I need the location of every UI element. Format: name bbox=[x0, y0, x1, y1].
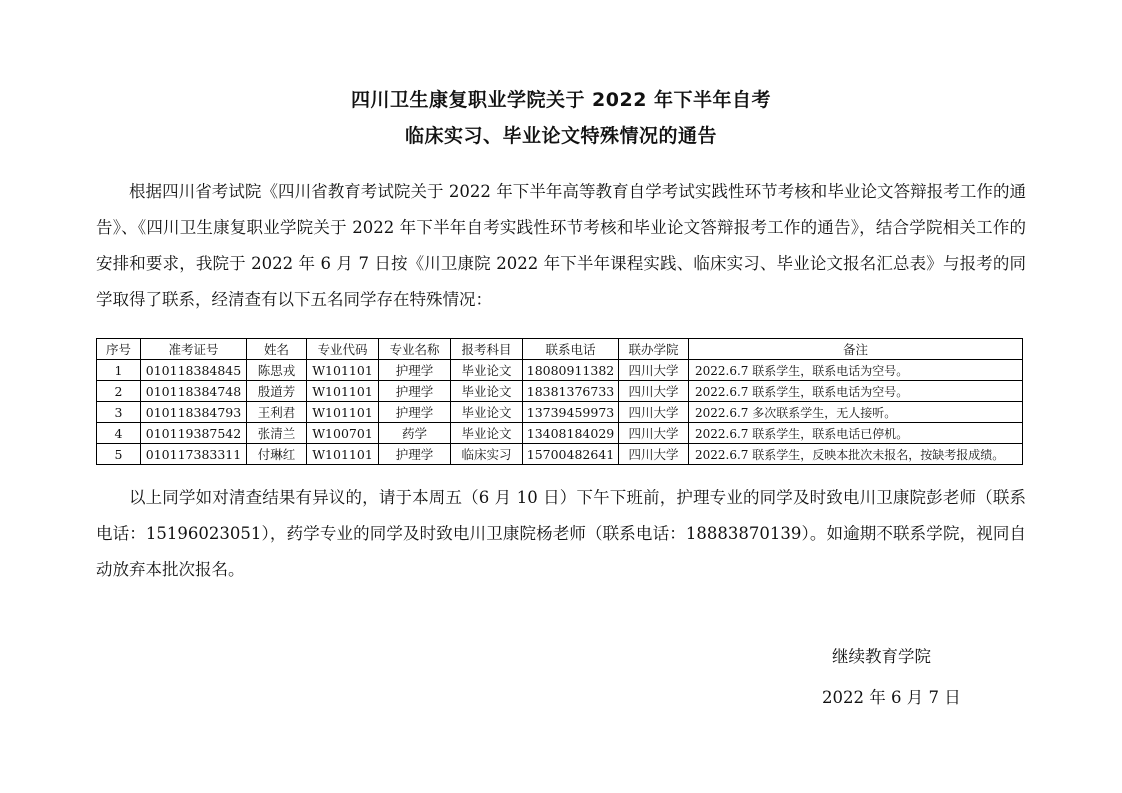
cell-phone: 15700482641 bbox=[523, 444, 619, 465]
cell-index: 2 bbox=[97, 381, 141, 402]
cell-subject: 毕业论文 bbox=[451, 423, 523, 444]
table-row bbox=[97, 381, 1023, 402]
cell-exam-id: 010119387542 bbox=[141, 423, 247, 444]
cell-major-name: 护理学 bbox=[379, 360, 451, 381]
cell-note: 2022.6.7 联系学生，联系电话已停机。 bbox=[689, 423, 1023, 444]
cell-name: 张清兰 bbox=[247, 423, 307, 444]
notice-paragraph: 以上同学如对清查结果有异议的，请于本周五（6 月 10 日）下午下班前，护理专业的同学及时致电川卫康院彭老师（联系电话：15196023051），药学专业的同学及时致电川卫康院杨老师（联系电话：18883870139）。如逾期不联系学院，视同自动放弃本批次报名。 bbox=[96, 488, 1026, 579]
cell-college: 四川大学 bbox=[619, 381, 689, 402]
cell-phone: 13408184029 bbox=[523, 423, 619, 444]
cell-index: 4 bbox=[97, 423, 141, 444]
cell-subject: 临床实习 bbox=[451, 444, 523, 465]
cell-exam-id: 010118384748 bbox=[141, 381, 247, 402]
cell-exam-id: 010117383311 bbox=[141, 444, 247, 465]
cell-index: 3 bbox=[97, 402, 141, 423]
header-subject: 报考科目 bbox=[451, 339, 523, 360]
signature-date: 2022 年 6 月 7 日 bbox=[822, 688, 961, 707]
header-major-name: 专业名称 bbox=[379, 339, 451, 360]
cell-major-code: W101101 bbox=[307, 360, 379, 381]
header-major-code: 专业代码 bbox=[307, 339, 379, 360]
cell-major-name: 护理学 bbox=[379, 381, 451, 402]
title-line-1: 四川卫生康复职业学院关于 2022 年下半年自考 bbox=[350, 89, 772, 111]
cell-major-name: 护理学 bbox=[379, 444, 451, 465]
title-line-2: 临床实习、毕业论文特殊情况的通告 bbox=[404, 125, 717, 147]
cell-major-code: W101101 bbox=[307, 444, 379, 465]
cell-name: 殷道芳 bbox=[247, 381, 307, 402]
header-note: 备注 bbox=[689, 339, 1023, 360]
header-exam-id: 准考证号 bbox=[141, 339, 247, 360]
header-phone: 联系电话 bbox=[523, 339, 619, 360]
header-name: 姓名 bbox=[247, 339, 307, 360]
cell-college: 四川大学 bbox=[619, 423, 689, 444]
cell-name: 陈思戎 bbox=[247, 360, 307, 381]
cell-major-code: W100701 bbox=[307, 423, 379, 444]
cell-subject: 毕业论文 bbox=[451, 381, 523, 402]
cell-index: 5 bbox=[97, 444, 141, 465]
table-row bbox=[97, 444, 1023, 465]
header-index: 序号 bbox=[97, 339, 141, 360]
table-header-row bbox=[97, 339, 1023, 360]
cell-index: 1 bbox=[97, 360, 141, 381]
cell-phone: 18381376733 bbox=[523, 381, 619, 402]
cell-note: 2022.6.7 联系学生，联系电话为空号。 bbox=[689, 381, 1023, 402]
table-row bbox=[97, 402, 1023, 423]
cell-subject: 毕业论文 bbox=[451, 360, 523, 381]
header-college: 联办学院 bbox=[619, 339, 689, 360]
cell-note: 2022.6.7 联系学生，联系电话为空号。 bbox=[689, 360, 1023, 381]
special-cases-table bbox=[96, 338, 1023, 465]
cell-phone: 18080911382 bbox=[523, 360, 619, 381]
cell-exam-id: 010118384793 bbox=[141, 402, 247, 423]
cell-subject: 毕业论文 bbox=[451, 402, 523, 423]
table-row bbox=[97, 360, 1023, 381]
intro-paragraph: 根据四川省考试院《四川省教育考试院关于 2022 年下半年高等教育自学考试实践性环节考核和毕业论文答辩报考工作的通告》、《四川卫生康复职业学院关于 2022 年下半年自考实践性环节考核和毕业论文答辩报考工作的通告》，结合学院相关工作的安排和要求，我院于 2022 年 6 月 7 日按《川卫康院 2022 年下半年课程实践、临床实习、毕业论文报名汇总表》与报考的同学取得了联系，经清查有以下五名同学存在特殊情况： bbox=[96, 182, 1026, 309]
cell-major-code: W101101 bbox=[307, 402, 379, 423]
cell-name: 付琳红 bbox=[247, 444, 307, 465]
cell-college: 四川大学 bbox=[619, 444, 689, 465]
cell-phone: 13739459973 bbox=[523, 402, 619, 423]
table-row bbox=[97, 423, 1023, 444]
cell-major-code: W101101 bbox=[307, 381, 379, 402]
cell-college: 四川大学 bbox=[619, 402, 689, 423]
cell-major-name: 药学 bbox=[379, 423, 451, 444]
cell-college: 四川大学 bbox=[619, 360, 689, 381]
cell-note: 2022.6.7 多次联系学生，无人接听。 bbox=[689, 402, 1023, 423]
cell-exam-id: 010118384845 bbox=[141, 360, 247, 381]
cell-name: 王利君 bbox=[247, 402, 307, 423]
signature-org: 继续教育学院 bbox=[832, 647, 931, 666]
cell-major-name: 护理学 bbox=[379, 402, 451, 423]
cell-note: 2022.6.7 联系学生，反映本批次未报名，按缺考报成绩。 bbox=[689, 444, 1023, 465]
